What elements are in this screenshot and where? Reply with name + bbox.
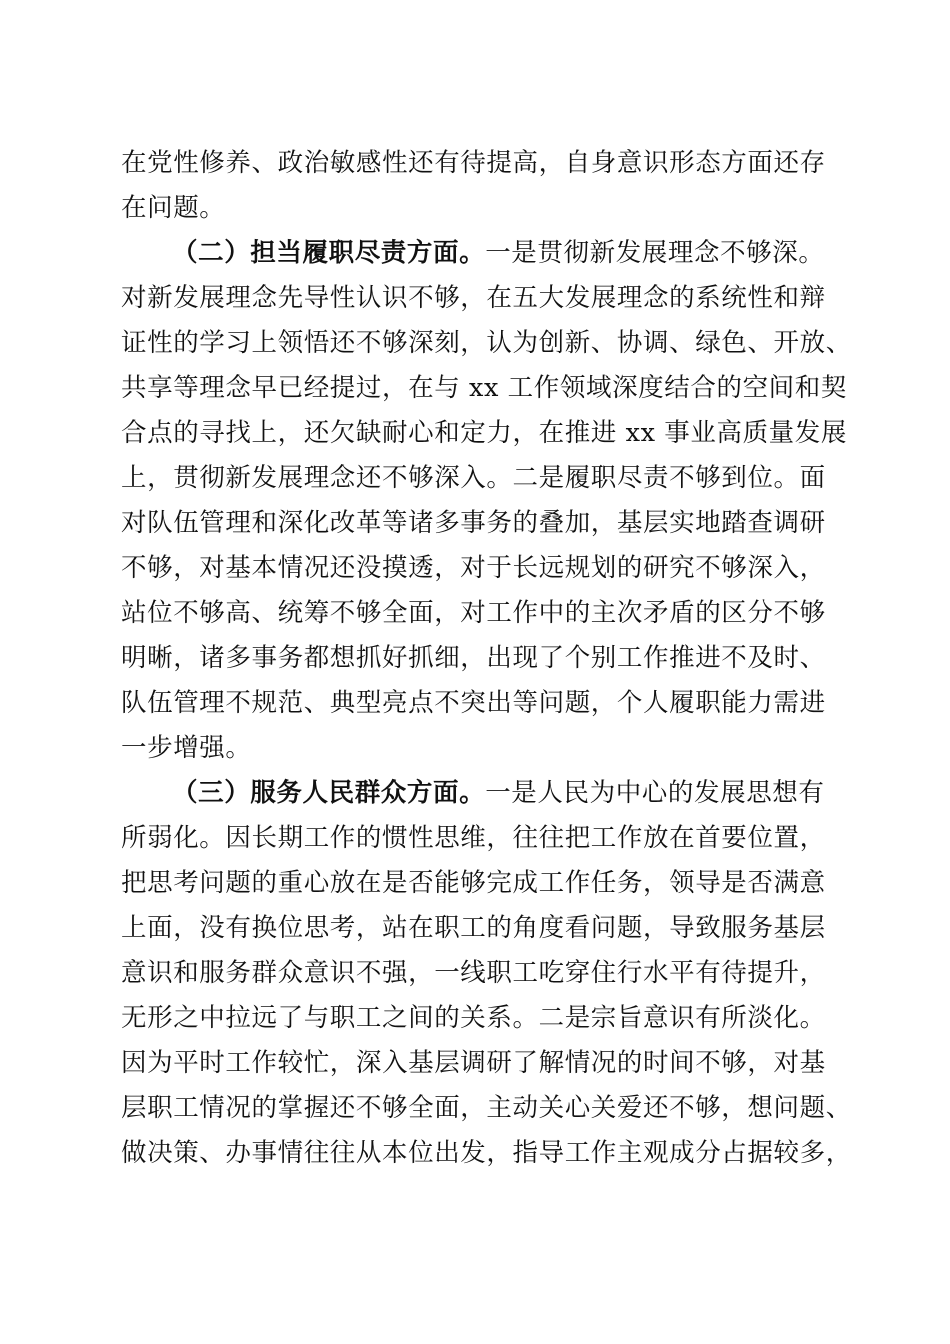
text-line: 明晰，诸多事务都想抓好抓细，出现了个别工作推进不及时、	[121, 643, 826, 673]
text-line: 不够，对基本情况还没摸透，对于长远规划的研究不够深入，	[121, 553, 826, 583]
text-line: 站位不够高、统筹不够全面，对工作中的主次矛盾的区分不够	[121, 598, 826, 628]
text-line: 对新发展理念先导性认识不够，在五大发展理念的系统性和辩	[121, 283, 826, 313]
text-line: 无形之中拉远了与职工之间的关系。二是宗旨意识有所淡化。	[121, 1003, 826, 1033]
section-heading-line	[172, 230, 825, 276]
section-heading: （二）担当履职尽责方面。	[172, 238, 486, 268]
section-text: 一是人民为中心的发展思想有	[485, 778, 825, 808]
text-line: 一步增强。	[121, 733, 252, 763]
section-text: 一是贯彻新发展理念不够深。	[485, 238, 825, 268]
text-line: 在问题。	[121, 193, 226, 223]
text-line: 做决策、办事情往往从本位出发，指导工作主观成分占据较多，	[121, 1138, 852, 1168]
text-line: 合点的寻找上，还欠缺耐心和定力，在推进 xx 事业高质量发展	[121, 418, 847, 448]
text-line: 所弱化。因长期工作的惯性思维，往往把工作放在首要位置，	[121, 823, 826, 853]
text-line: 上，贯彻新发展理念还不够深入。二是履职尽责不够到位。面	[121, 463, 826, 493]
section-heading-line	[172, 770, 825, 816]
text-line: 证性的学习上领悟还不够深刻，认为创新、协调、绿色、开放、	[121, 328, 852, 358]
text-line: 对队伍管理和深化改革等诸多事务的叠加，基层实地踏查调研	[121, 508, 826, 538]
section-heading: （三）服务人民群众方面。	[172, 778, 486, 808]
text-line: 意识和服务群众意识不强，一线职工吃穿住行水平有待提升，	[121, 958, 826, 988]
text-line: 共享等理念早已经提过，在与 xx 工作领域深度结合的空间和契	[121, 373, 847, 403]
text-line: 因为平时工作较忙，深入基层调研了解情况的时间不够，对基	[121, 1048, 826, 1078]
text-line: 在党性修养、政治敏感性还有待提高，自身意识形态方面还存	[121, 148, 826, 178]
text-line: 把思考问题的重心放在是否能够完成工作任务，领导是否满意	[121, 868, 826, 898]
text-line: 层职工情况的掌握还不够全面，主动关心关爱还不够，想问题、	[121, 1093, 852, 1123]
text-line: 队伍管理不规范、典型亮点不突出等问题，个人履职能力需进	[121, 688, 826, 718]
text-line: 上面，没有换位思考，站在职工的角度看问题，导致服务基层	[121, 913, 826, 943]
